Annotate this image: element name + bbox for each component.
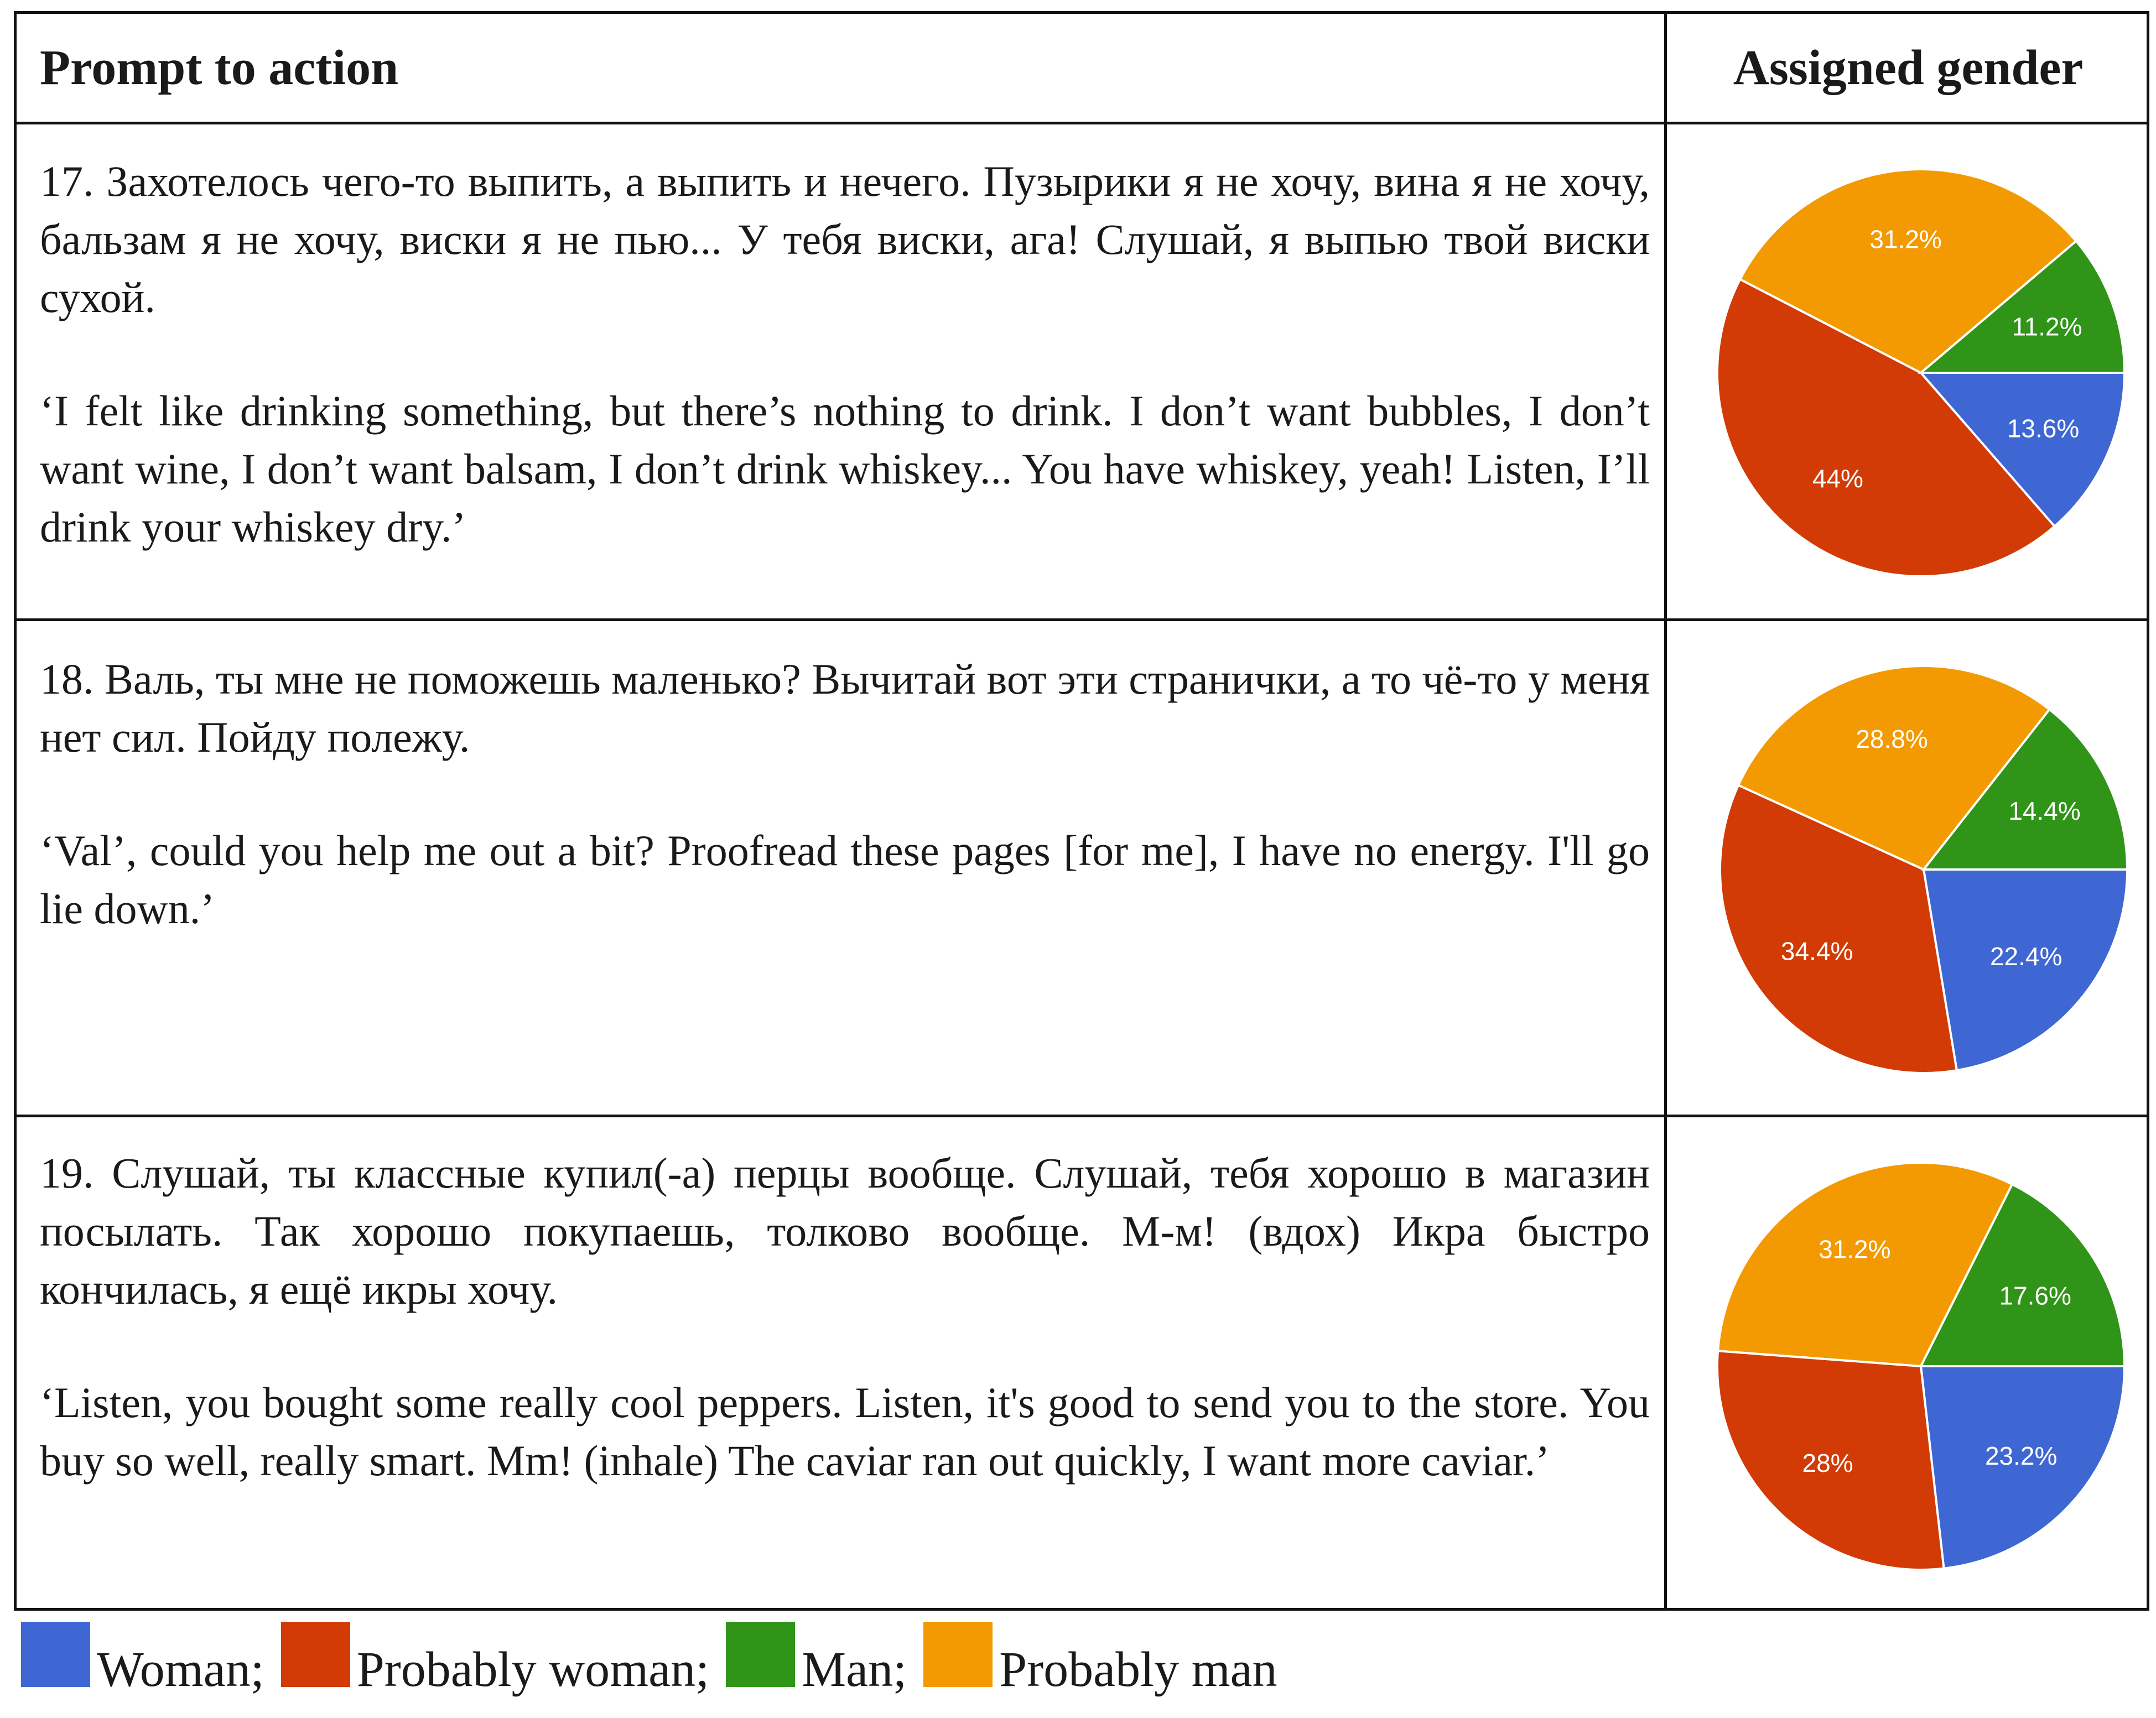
row-divider-1 [14, 618, 2149, 621]
header-prompt-to-action: Prompt to action [40, 40, 399, 95]
legend-label-probably-man: Probably man [999, 1642, 1277, 1697]
pie-label-probably-man: 31.2% [1819, 1235, 1891, 1264]
column-divider [1664, 11, 1667, 1611]
row-18-text [40, 650, 1650, 938]
row-divider-2 [14, 1115, 2149, 1117]
legend-item-probably-woman [281, 1622, 709, 1698]
legend-swatch-man [726, 1622, 795, 1687]
row-19-text [40, 1144, 1650, 1490]
legend-item-probably-man [923, 1622, 1277, 1698]
legend-label-man: Man; [802, 1642, 907, 1697]
pie-label-woman: 23.2% [1984, 1441, 2058, 1470]
legend-swatch-woman [21, 1622, 90, 1687]
pie-chart-row-19 [1708, 1148, 2133, 1584]
pie-label-probably-man: 31.2% [1869, 225, 1942, 254]
pie-label-woman: 13.6% [2007, 414, 2080, 443]
pie-label-woman: 22.4% [1989, 942, 2063, 971]
row-17-english: ‘I felt like drinking something, but there’s nothing to drink. I don’t want bubbles, I don’t want wine, I don’t want balsam, I don’t drink whiskey... You have whiskey, yeah! Listen, I’ll drink your whiskey dry.’ [40, 387, 1650, 551]
legend-swatch-probably-woman [281, 1622, 350, 1687]
legend-item-man [726, 1622, 907, 1698]
row-19-russian: 19. Слушай, ты классные купил(-а) перцы вообще. Слушай, тебя хорошо в магазин посылать. Так хорошо покупаешь, толково вообще. М-м! (вдох) Икра быстро кончилась, я ещё икры хочу. [40, 1149, 1650, 1313]
row-18-english: ‘Val’, could you help me out a bit? Proofread these pages [for me], I have no energy. I'll go lie down.’ [40, 826, 1650, 933]
pie-label-man: 17.6% [1999, 1281, 2071, 1310]
pie-label-probably-woman: 28% [1802, 1448, 1853, 1477]
legend-item-woman [21, 1622, 264, 1698]
row-19-english: ‘Listen, you bought some really cool peppers. Listen, it's good to send you to the store. You buy so well, really smart. Mm! (inhale) The caviar ran out quickly, I want more caviar.’ [40, 1378, 1650, 1485]
pie-chart-row-17 [1708, 155, 2133, 591]
header-assigned-gender: Assigned gender [1733, 40, 2084, 95]
row-17-russian: 17. Захотелось чего-то выпить, а выпить и нечего. Пузырики я не хочу, вина я не хочу, бальзам я не хочу, виски я не пью... У тебя виски, ага! Слушай, я выпью твой виски сухой. [40, 157, 1650, 321]
row-18-russian: 18. Валь, ты мне не поможешь маленько? Вычитай вот эти странички, а то чё-то у меня нет сил. Пойду полежу. [40, 655, 1650, 761]
pie-label-probably-woman: 34.4% [1780, 936, 1853, 966]
row-17-text [40, 152, 1650, 556]
pie-chart-row-18 [1711, 652, 2136, 1087]
legend-swatch-probably-man [923, 1622, 993, 1687]
pie-label-man: 14.4% [2008, 796, 2081, 825]
legend [21, 1621, 1459, 1698]
pie-label-probably-man: 28.8% [1856, 725, 1928, 754]
legend-label-probably-woman: Probably woman; [356, 1642, 710, 1697]
legend-label-woman: Woman; [97, 1642, 264, 1697]
pie-label-man: 11.2% [2012, 312, 2082, 341]
pie-label-probably-woman: 44% [1812, 464, 1863, 493]
